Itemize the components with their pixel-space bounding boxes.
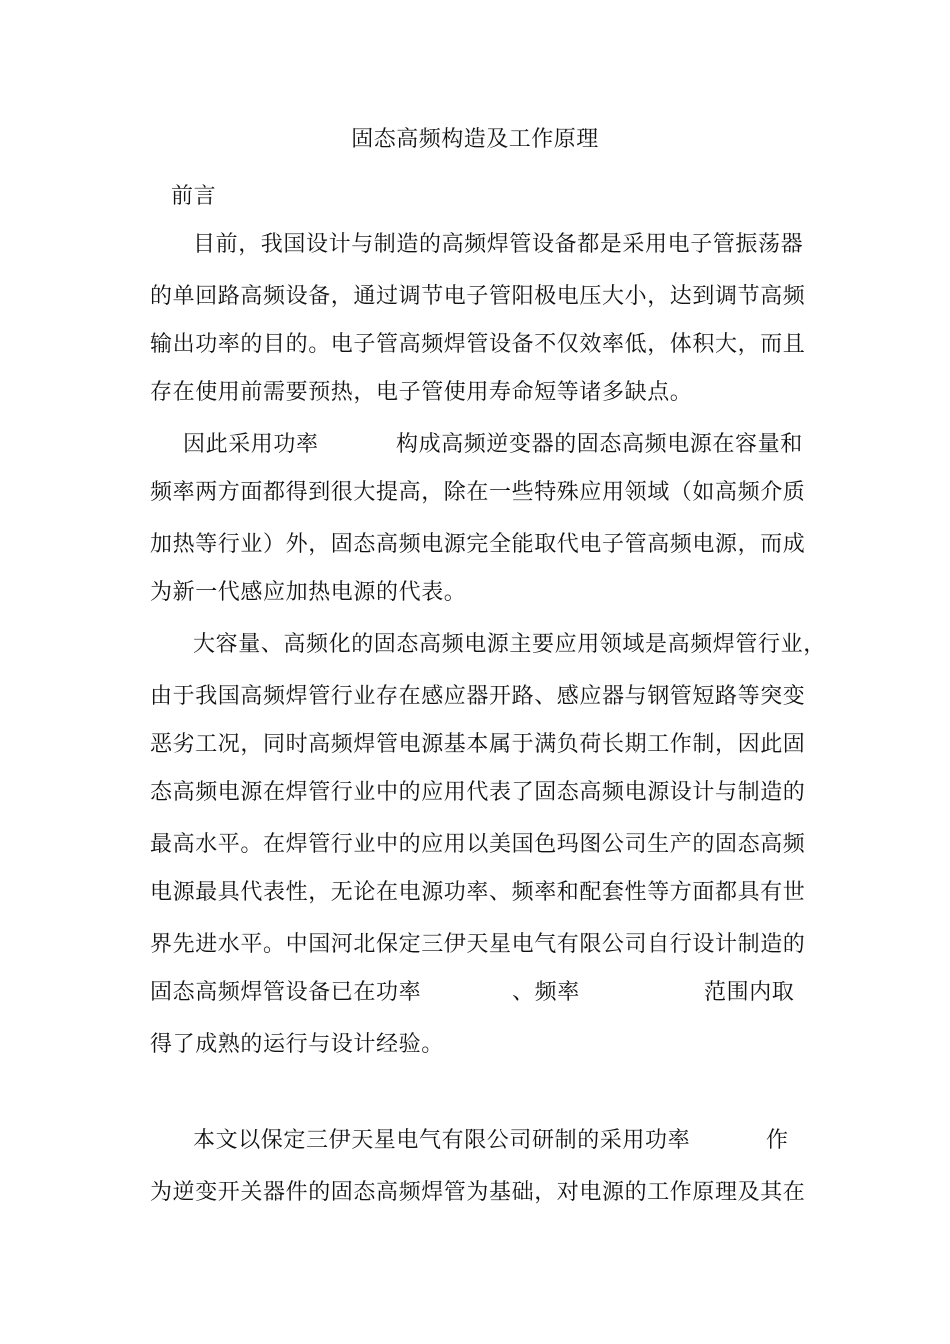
paragraph-line-continuation: 范围内取 <box>704 980 795 1005</box>
paragraph-line-continuation: 构成高频逆变器的固态高频电源在容量和 <box>396 432 803 457</box>
paragraph-line: 电源最具代表性，无论在电源功率、频率和配套性等方面都具有世 <box>150 880 806 905</box>
paragraph-line-start: 固态高频焊管设备已在功率 <box>150 980 422 1005</box>
paragraph-line-continuation: 、频率 <box>512 980 580 1005</box>
paragraph-line: 大容量、高频化的固态高频电源主要应用领域是高频焊管行业， <box>193 632 826 657</box>
paragraph-line: 存在使用前需要预热，电子管使用寿命短等诸多缺点。 <box>150 380 693 405</box>
section-heading: 前言 <box>171 184 217 209</box>
paragraph-line: 由于我国高频焊管行业存在感应器开路、感应器与钢管短路等突变 <box>150 684 806 709</box>
paragraph-line: 输出功率的目的。电子管高频焊管设备不仅效率低，体积大，而且 <box>150 332 806 357</box>
paragraph-line-start: 本文以保定三伊天星电气有限公司研制的采用功率 <box>193 1128 691 1153</box>
paragraph-line: 最高水平。在焊管行业中的应用以美国色玛图公司生产的固态高频 <box>150 832 806 857</box>
paragraph-line: 为新一代感应加热电源的代表。 <box>150 580 467 605</box>
paragraph-line-start: 因此采用功率 <box>183 432 319 457</box>
paragraph-line: 的单回路高频设备，通过调节电子管阳极电压大小，达到调节高频 <box>150 284 806 309</box>
paragraph-line: 态高频电源在焊管行业中的应用代表了固态高频电源设计与制造的 <box>150 780 806 805</box>
paragraph-line: 界先进水平。中国河北保定三伊天星电气有限公司自行设计制造的 <box>150 932 806 957</box>
paragraph-line: 得了成熟的运行与设计经验。 <box>150 1032 444 1057</box>
paragraph-line: 为逆变开关器件的固态高频焊管为基础，对电源的工作原理及其在 <box>150 1180 806 1205</box>
paragraph-line: 目前，我国设计与制造的高频焊管设备都是采用电子管振荡器 <box>193 232 804 257</box>
document-title: 固态高频构造及工作原理 <box>351 127 599 152</box>
paragraph-line: 恶劣工况，同时高频焊管电源基本属于满负荷长期工作制，因此固 <box>150 732 806 757</box>
paragraph-line-continuation: 作 <box>766 1128 789 1153</box>
paragraph-line: 频率两方面都得到很大提高，除在一些特殊应用领域（如高频介质 <box>150 480 806 505</box>
paragraph-line: 加热等行业）外，固态高频电源完全能取代电子管高频电源，而成 <box>150 532 806 557</box>
